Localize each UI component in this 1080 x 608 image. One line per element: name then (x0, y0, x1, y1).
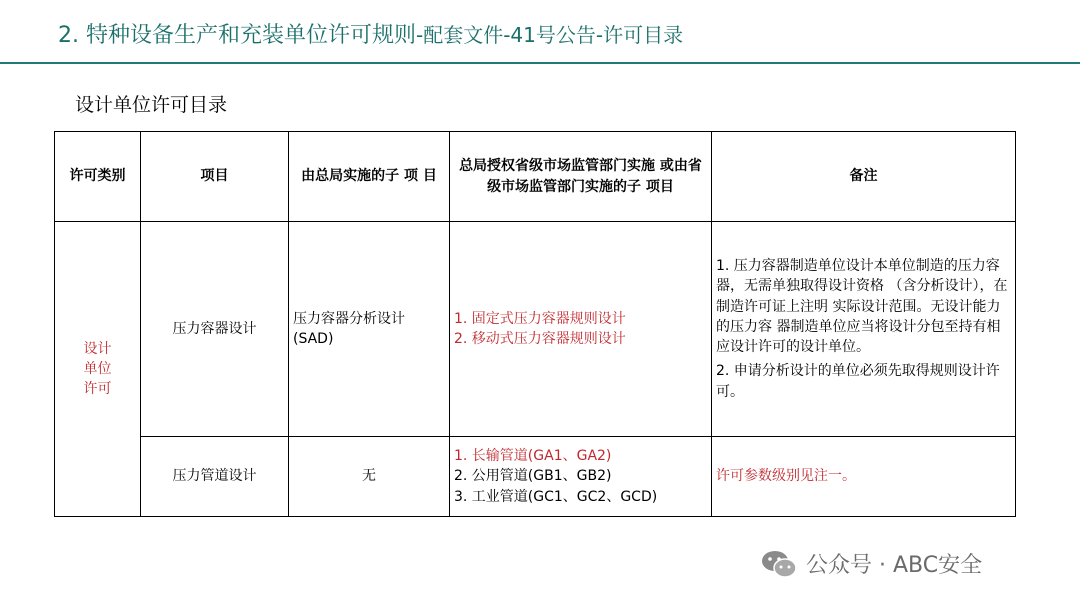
item-cell: 压力容器设计 (141, 222, 289, 437)
item-cell: 压力管道设计 (141, 437, 289, 517)
slide-header (0, 0, 1080, 64)
note-text: 1. 压力容器制造单位设计本单位制造的压力容器，无需单独取得设计资格 （含分析设计），在制造许可证上注明 实际设计范围。无设计能力的压力容 器制造单位应当将设计分包至持有相 应设计许可的设计单位。 (716, 257, 1008, 356)
sub-provincial-cell (450, 222, 712, 437)
wechat-icon (760, 549, 798, 579)
header-category: 许可类别 (55, 132, 141, 222)
list-item: 1. 固定式压力容器规则设计 (454, 310, 626, 327)
header-notes: 备注 (712, 132, 1016, 222)
header-item: 项目 (141, 132, 289, 222)
watermark (760, 548, 982, 579)
list-item: 3. 工业管道(GC1、GC2、GCD) (454, 488, 658, 505)
sub-provincial-cell (450, 437, 712, 517)
note-text: 2. 申请分析设计的单位必须先取得规则设计许可。 (716, 363, 1000, 400)
slide-title-main: 2. 特种设备生产和充装单位许可规则 (58, 23, 416, 48)
sub-general-cell: 压力容器分析设计(SAD) (289, 222, 450, 437)
category-line: 许可 (83, 381, 112, 398)
table-header-row (55, 132, 1016, 222)
category-line: 设计 (83, 340, 112, 357)
table-row (55, 222, 1016, 437)
sub-general-cell: 无 (289, 437, 450, 517)
table-row (55, 437, 1016, 517)
list-item: 1. 长输管道(GA1、GA2) (454, 448, 612, 465)
list-item: 2. 公用管道(GB1、GB2) (454, 468, 612, 485)
slide-title (58, 18, 683, 49)
category-line: 单位 (83, 360, 112, 377)
slide-title-suffix: -配套文件-41号公告-许可目录 (416, 23, 684, 47)
notes-cell (712, 222, 1016, 437)
watermark-text: 公众号 · ABC安全 (806, 553, 983, 578)
header-sub-general: 由总局实施的子 项 目 (289, 132, 450, 222)
header-sub-provincial: 总局授权省级市场监管部门实施 或由省级市场监管部门实施的子 项目 (450, 132, 712, 222)
permit-table (54, 131, 1016, 517)
notes-cell: 许可参数级别见注一。 (712, 437, 1016, 517)
section-heading: 设计单位许可目录 (75, 94, 228, 116)
category-cell (55, 222, 141, 517)
list-item: 2. 移动式压力容器规则设计 (454, 331, 626, 347)
